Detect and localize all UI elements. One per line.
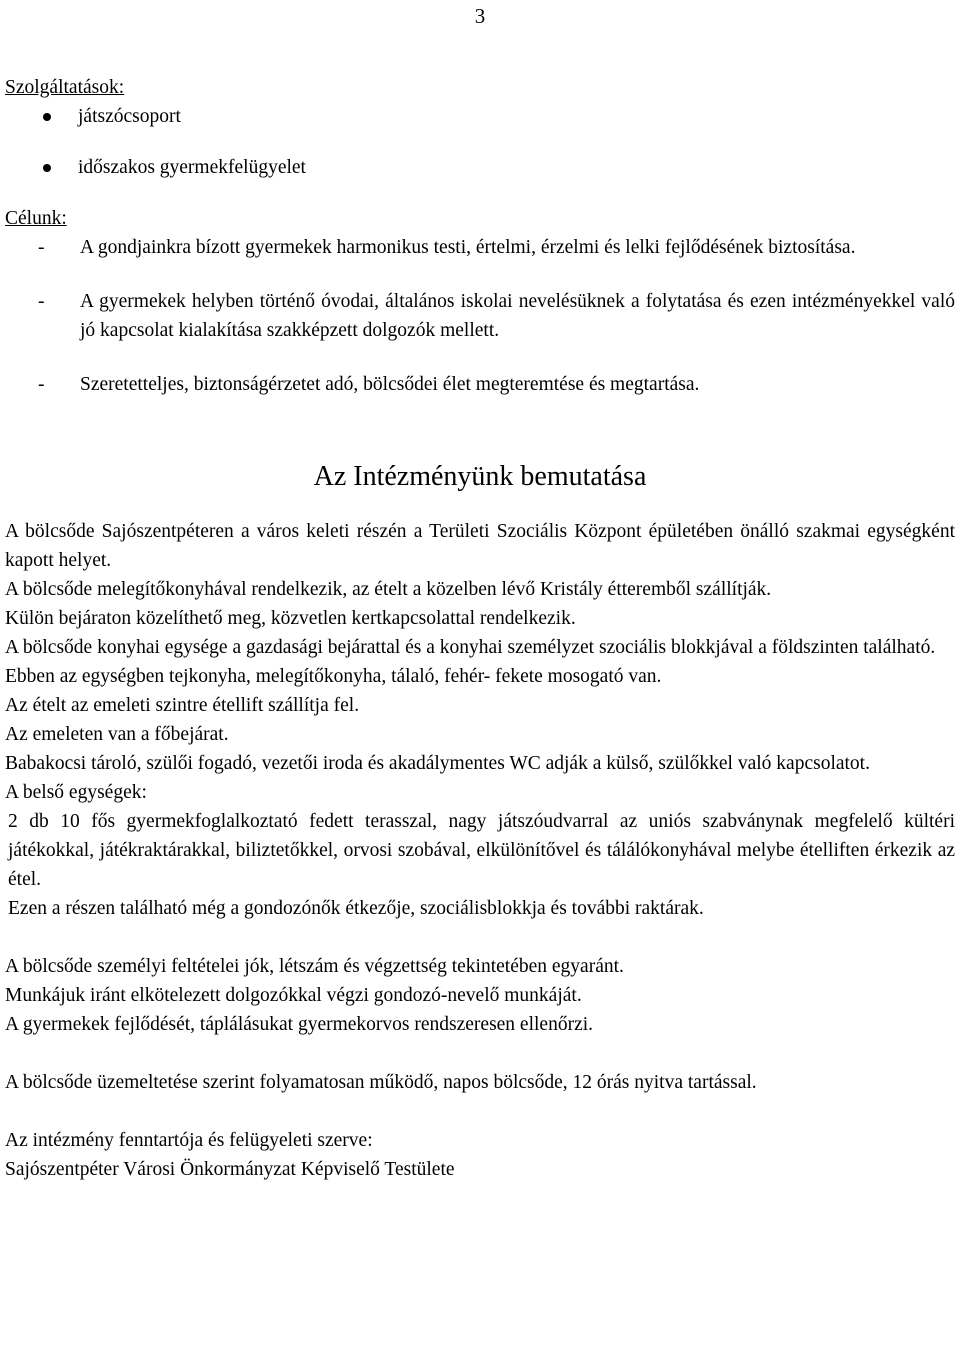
paragraph: Az ételt az emeleti szintre étellift szállítja fel. xyxy=(5,695,360,716)
page-content xyxy=(5,73,955,1184)
goals-list xyxy=(5,233,955,399)
paragraph: A bölcsőde személyi feltételei jók, létszám és végzettség tekintetében egyaránt. xyxy=(5,956,624,977)
list-item: időszakos gyermekfelügyelet xyxy=(5,153,955,182)
bullet-icon xyxy=(43,113,51,121)
dash-marker: - xyxy=(38,374,45,395)
paragraph: A bölcsőde melegítőkonyhával rendelkezik, az ételt a közelben lévő Kristály étteremből szállítják. xyxy=(5,579,772,600)
paragraph: Ebben az egységben tejkonyha, melegítőkonyha, tálaló, fehér- fekete mosogató van. xyxy=(5,666,662,687)
operation-paragraph: A bölcsőde üzemeltetése szerint folyamatosan működő, napos bölcsőde, 12 órás nyitva tartással. xyxy=(5,1072,757,1093)
list-item: játszócsoport xyxy=(5,102,955,131)
paragraph: A belső egységek: xyxy=(5,782,147,803)
paragraph: A bölcsőde Sajószentpéteren a város keleti részén a Területi Szociális Központ épületében önálló szakmai egységként kapott helyet. xyxy=(5,521,955,571)
paragraph: Ezen a részen található még a gondozónők étkezője, szociálisblokkja és további raktárak. xyxy=(8,898,704,919)
dash-marker: - xyxy=(38,291,45,312)
list-item: - A gyermekek helyben történő óvodai, általános iskolai nevelésüknek a folytatása és ezen intézményekkel való jó kapcsolat kialakítása szakképzett dolgozók mellett. xyxy=(5,287,955,345)
paragraph: Külön bejáraton közelíthető meg, közvetlen kertkapcsolattal rendelkezik. xyxy=(5,608,576,629)
paragraph: Babakocsi tároló, szülői fogadó, vezetői iroda és akadálymentes WC adják a külső, szülőkkel való kapcsolatot. xyxy=(5,753,870,774)
maintainer-name: Sajószentpéter Városi Önkormányzat Képviselő Testülete xyxy=(5,1159,455,1180)
page-number: 3 xyxy=(474,4,486,28)
section-title: Az Intézményünk bemutatása xyxy=(313,461,647,492)
maintainer-label: Az intézmény fenntartója és felügyeleti szerve: xyxy=(5,1130,373,1151)
goals-heading: Célunk: xyxy=(5,208,67,229)
paragraph: A bölcsőde konyhai egysége a gazdasági bejárattal és a konyhai személyzet szociális blokkjával a földszinten található. xyxy=(5,637,936,658)
dash-marker: - xyxy=(38,237,45,258)
paragraph: 2 db 10 fős gyermekfoglalkoztató fedett terasszal, nagy játszóudvarral az uniós szabványnak megfelelő kültéri játékokkal, játékraktárakkal, biliztetőkkel, orvosi szobával, elkülönítővel és tálálókonyhával melybe ételliften érkezik az étel. xyxy=(8,811,955,890)
staff-section xyxy=(5,952,955,1039)
maintainer-section xyxy=(5,1126,955,1184)
services-list xyxy=(5,102,955,182)
paragraph: Munkájuk iránt elkötelezett dolgozókkal végzi gondozó-nevelő munkáját. xyxy=(5,985,582,1006)
list-item: - A gondjainkra bízott gyermekek harmonikus testi, értelmi, érzelmi és lelki fejlődésének biztosítása. xyxy=(5,233,955,262)
services-heading: Szolgáltatások: xyxy=(5,77,125,98)
list-item: - Szeretetteljes, biztonságérzetet adó, bölcsődei élet megteremtése és megtartása. xyxy=(5,370,955,399)
paragraph: Az emeleten van a főbejárat. xyxy=(5,724,229,745)
intro-section xyxy=(5,517,955,923)
bullet-icon xyxy=(43,164,51,172)
paragraph: A gyermekek fejlődését, táplálásukat gyermekorvos rendszeresen ellenőrzi. xyxy=(5,1014,594,1035)
